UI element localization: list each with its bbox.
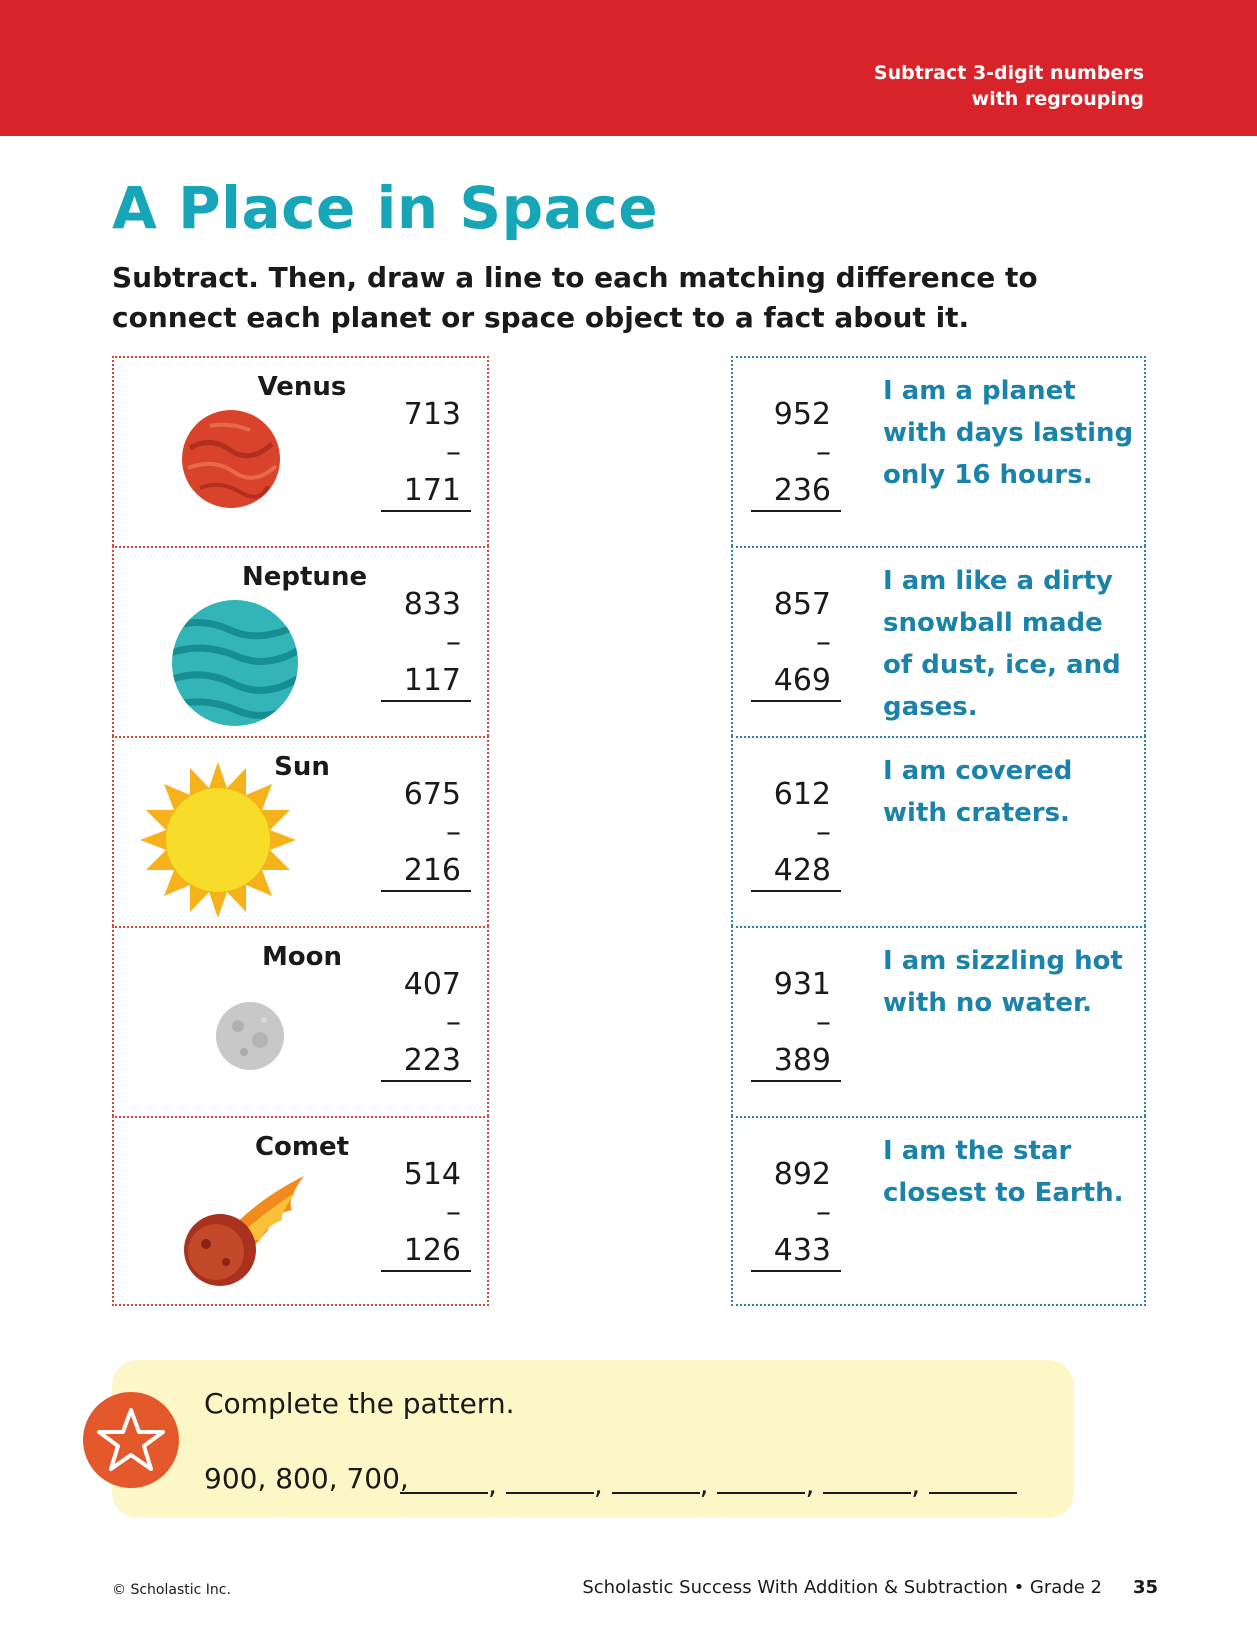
fact-box (731, 926, 1146, 1116)
header-banner (0, 0, 1257, 136)
fact-box (731, 1116, 1146, 1306)
fact-box (731, 356, 1146, 546)
blank-separator: , (805, 1468, 815, 1501)
answer-blank-3[interactable] (612, 1466, 700, 1494)
skill-line-1: Subtract 3-digit numbers (873, 62, 1144, 84)
page-title: A Place in Space (112, 174, 659, 242)
subtrahend: – 171 (381, 434, 471, 512)
fact-box (731, 546, 1146, 736)
copyright: © Scholastic Inc. (112, 1582, 231, 1598)
subtrahend: – 216 (381, 814, 471, 892)
subtrahend: – 428 (751, 814, 841, 892)
fact-text: I am sizzling hot with no water. (883, 946, 1123, 1018)
subtrahend: – 389 (751, 1004, 841, 1082)
fact-box (731, 736, 1146, 926)
subtraction-problem (751, 966, 841, 1082)
object-box-sun (112, 736, 489, 926)
instructions: Subtract. Then, draw a line to each matching difference to connect each planet or space object to a fact about it. (112, 261, 1038, 334)
object-name: Moon (261, 942, 343, 972)
subtrahend: – 433 (751, 1194, 841, 1272)
subtraction-problem (381, 776, 471, 892)
sun-icon (140, 760, 296, 920)
blank-separator: , (699, 1468, 709, 1501)
objects-column (112, 356, 489, 1306)
object-box-venus (112, 356, 489, 546)
answer-blank-4[interactable] (717, 1466, 805, 1494)
minuend: 952 (773, 397, 831, 432)
blank-separator: , (488, 1468, 497, 1501)
answer-blanks (400, 1466, 1017, 1501)
comet-icon (176, 1170, 316, 1288)
subtraction-problem (381, 396, 471, 512)
pattern-title: Complete the pattern. (204, 1387, 515, 1420)
neptune-icon (170, 598, 300, 728)
subtrahend: – 117 (381, 624, 471, 702)
minuend: 931 (773, 967, 831, 1002)
subtraction-problem (381, 1156, 471, 1272)
minuend: 857 (773, 587, 831, 622)
object-name: Comet (254, 1132, 350, 1162)
facts-column (731, 356, 1146, 1306)
object-box-comet (112, 1116, 489, 1306)
minuend: 675 (403, 777, 461, 812)
object-name: Neptune (242, 562, 368, 592)
answer-blank-2[interactable] (506, 1466, 594, 1494)
minuend: 514 (403, 1157, 461, 1192)
book-title: Scholastic Success With Addition & Subtraction • Grade 2 (582, 1577, 1102, 1598)
minuend: 892 (773, 1157, 831, 1192)
fact-text: I am a planet with days lasting only 16 hours. (883, 376, 1134, 490)
star-icon (83, 1392, 179, 1488)
fact-text: I am the star closest to Earth. (883, 1136, 1124, 1208)
subtrahend: – 236 (751, 434, 841, 512)
pattern-sequence: 900, 800, 700, (204, 1462, 409, 1495)
moon-icon (214, 1000, 286, 1072)
answer-blank-5[interactable] (823, 1466, 911, 1494)
subtrahend: – 223 (381, 1004, 471, 1082)
subtraction-problem (751, 396, 841, 512)
subtraction-problem (751, 586, 841, 702)
object-box-neptune (112, 546, 489, 736)
subtrahend: – 126 (381, 1194, 471, 1272)
subtrahend: – 469 (751, 624, 841, 702)
skill-line-2: with regrouping (971, 88, 1144, 110)
subtraction-problem (381, 586, 471, 702)
answer-blank-6[interactable] (929, 1466, 1017, 1494)
subtraction-problem (751, 776, 841, 892)
fact-text: I am like a dirty snowball made of dust, ice, and gases. (883, 566, 1121, 722)
object-box-moon (112, 926, 489, 1116)
subtraction-problem (751, 1156, 841, 1272)
object-name: Venus (257, 372, 347, 402)
blank-separator: , (593, 1468, 603, 1501)
star-badge (83, 1392, 179, 1488)
object-name: Sun (274, 752, 330, 782)
subtraction-problem (381, 966, 471, 1082)
skill-label (874, 60, 1144, 112)
minuend: 407 (403, 967, 461, 1002)
minuend: 612 (773, 777, 831, 812)
fact-text: I am covered with craters. (883, 756, 1073, 828)
blank-separator: , (911, 1468, 921, 1501)
venus-icon (180, 408, 282, 510)
page-number: 35 (1132, 1577, 1158, 1598)
minuend: 833 (403, 587, 461, 622)
minuend: 713 (403, 397, 461, 432)
answer-blank-1[interactable] (400, 1466, 488, 1494)
